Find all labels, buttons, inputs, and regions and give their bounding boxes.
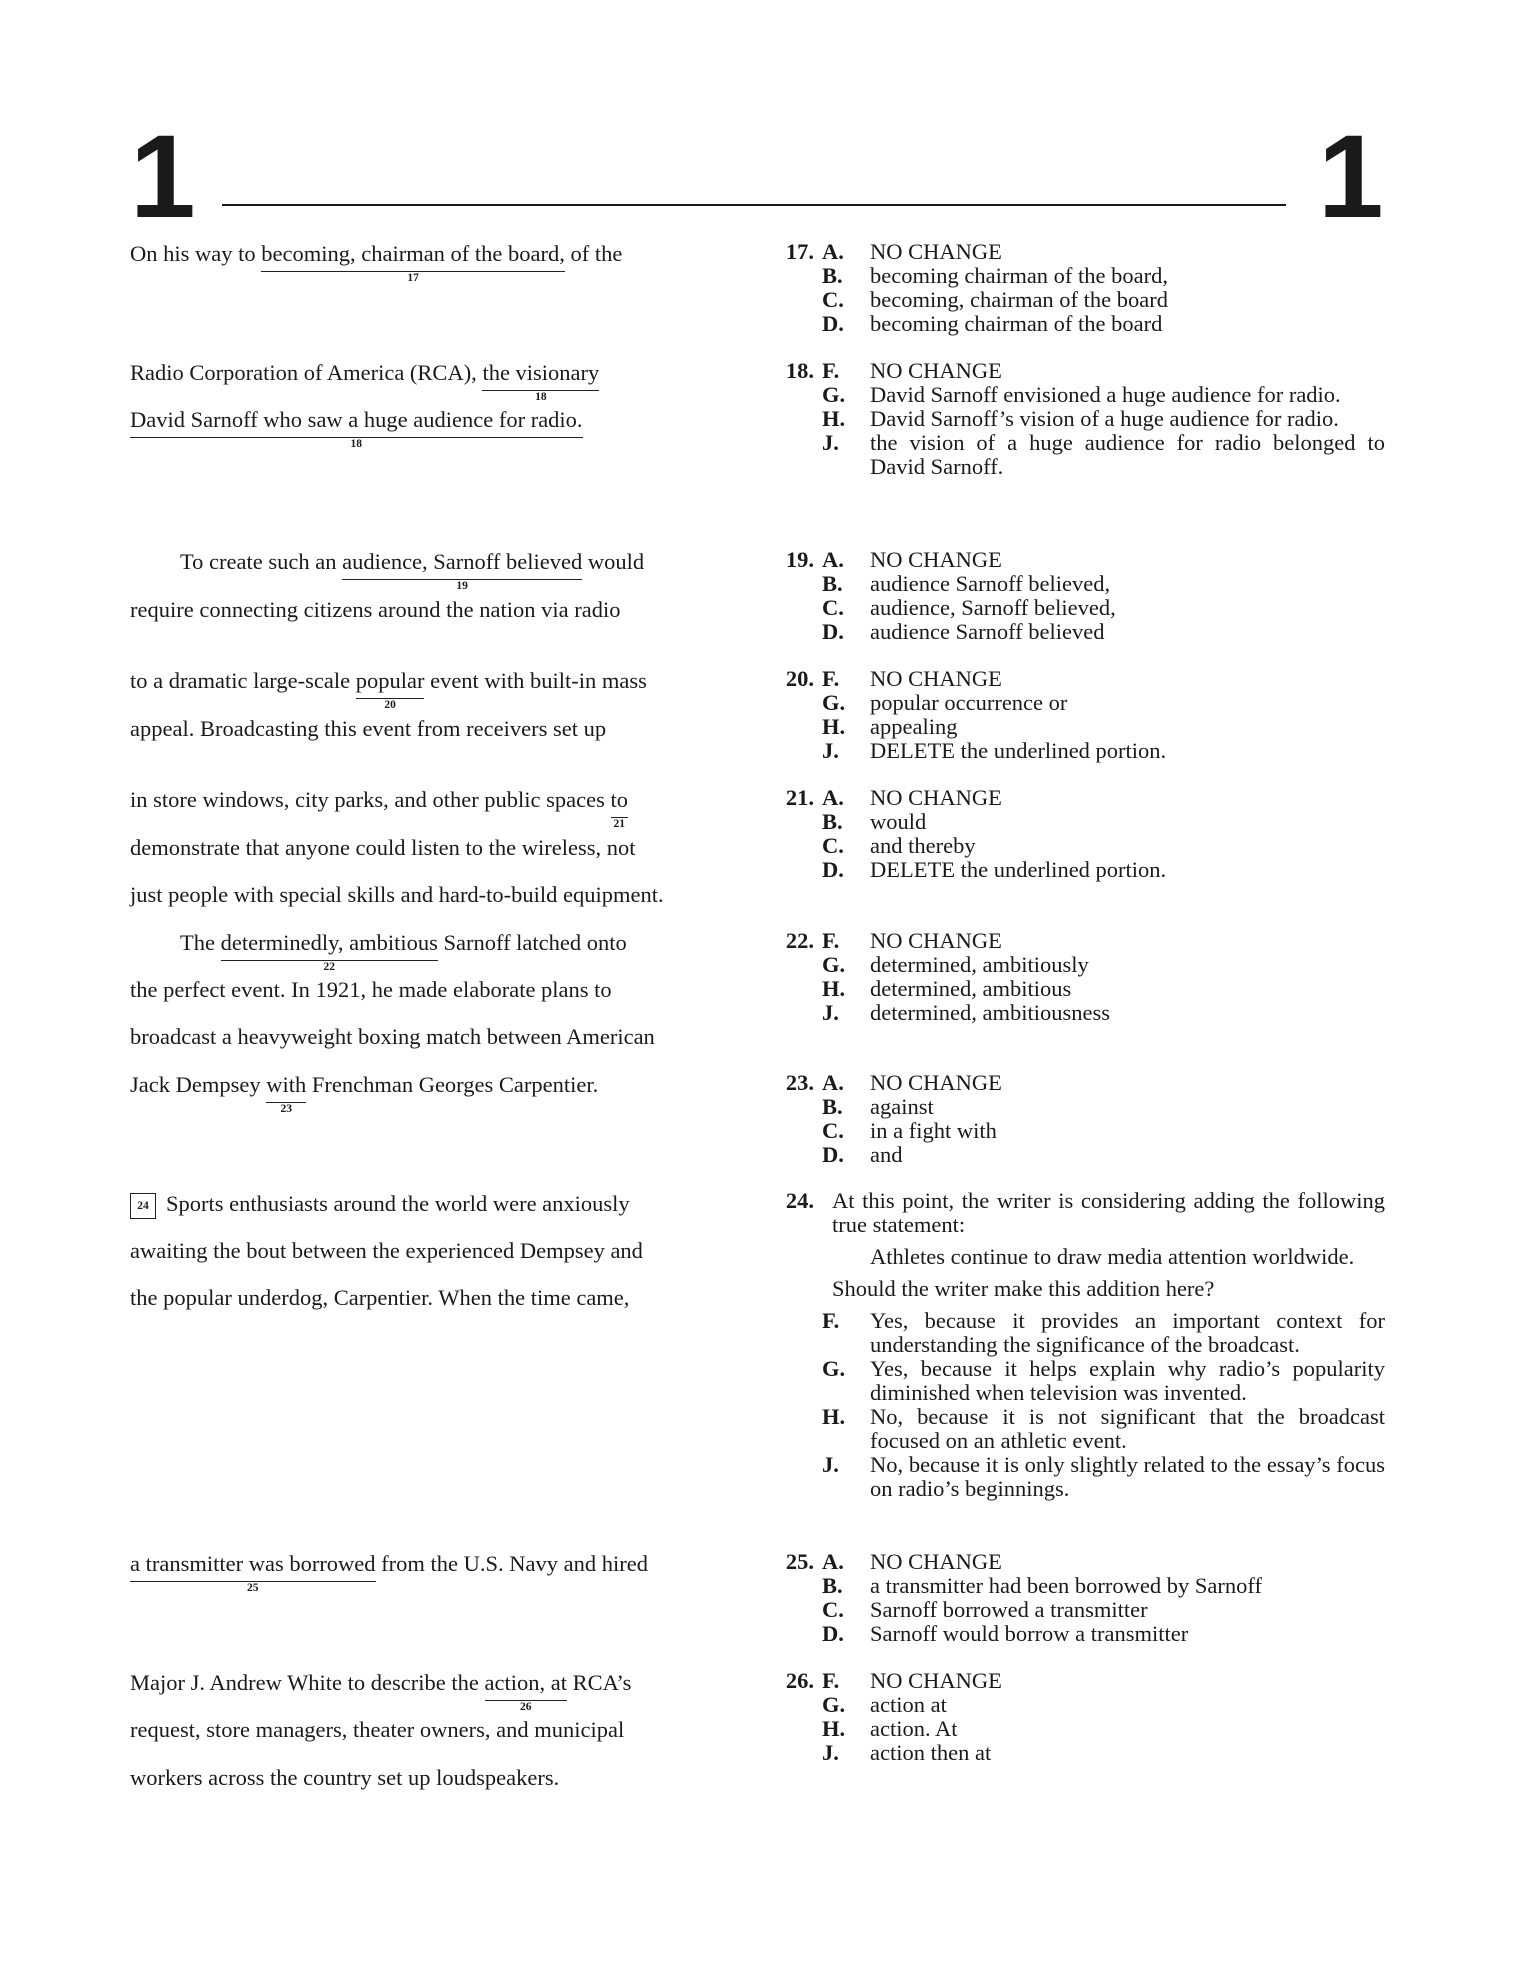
- question-19: [760, 548, 1385, 644]
- answer-option[interactable]: F. NO CHANGE: [822, 666, 1002, 691]
- question-26: [760, 1669, 1385, 1765]
- question-ref-18: 18: [350, 438, 363, 450]
- underlined-portion-21[interactable]: to 21: [610, 787, 629, 830]
- answer-option[interactable]: B. audience Sarnoff believed,: [822, 571, 1111, 596]
- answer-option[interactable]: C. and thereby: [822, 833, 976, 858]
- question-ref-22: 22: [323, 961, 335, 973]
- answer-option[interactable]: F. NO CHANGE: [822, 928, 1002, 953]
- answer-option[interactable]: J. DELETE the underlined portion.: [822, 738, 1167, 763]
- underlined-portion-19[interactable]: audience, Sarnoff believed 19: [342, 549, 583, 592]
- question-17: [760, 240, 1385, 336]
- passage-line: Major J. Andrew White to describe the action, at 26 RCA’s: [130, 1670, 632, 1713]
- underlined-portion-25[interactable]: a transmitter was borrowed 25: [130, 1551, 376, 1594]
- answer-option[interactable]: D. and: [822, 1142, 903, 1167]
- question-box-24[interactable]: 24: [130, 1193, 156, 1219]
- answer-option[interactable]: D. becoming chairman of the board: [822, 311, 1163, 336]
- question-24: [760, 1189, 1385, 1501]
- passage-line: To create such an audience, Sarnoff believed 19 would: [180, 549, 645, 592]
- section-number-right: 1: [1318, 111, 1384, 243]
- question-20: [760, 667, 1385, 763]
- answer-option[interactable]: H. appealing: [822, 714, 958, 739]
- question-21: [760, 786, 1385, 882]
- question-ref-19: 19: [456, 580, 468, 592]
- passage-line: a transmitter was borrowed 25 from the U.S. Navy and hired: [130, 1551, 648, 1594]
- answer-option[interactable]: B. against: [822, 1094, 934, 1119]
- answer-option[interactable]: F. NO CHANGE: [822, 358, 1002, 383]
- answer-option[interactable]: A. NO CHANGE: [822, 1549, 1002, 1574]
- question-ref-21: 21: [613, 818, 626, 830]
- underlined-portion-18a[interactable]: the visionary 18: [482, 360, 600, 403]
- answer-option[interactable]: H. No, because it is not significant that the broadcast focused on an athletic event.: [822, 1404, 1385, 1453]
- question-ref-17: 17: [407, 272, 419, 284]
- underlined-portion-26[interactable]: action, at 26: [484, 1670, 567, 1713]
- passage-line: the perfect event. In 1921, he made elaborate plans to: [130, 977, 612, 1002]
- passage-line: to a dramatic large-scale popular 20 event with built-in mass: [130, 668, 647, 711]
- underlined-portion-23[interactable]: with 23: [266, 1072, 307, 1115]
- answer-option[interactable]: C. audience, Sarnoff believed,: [822, 595, 1116, 620]
- passage-line: just people with special skills and hard-to-build equipment.: [130, 882, 664, 907]
- answer-option[interactable]: D. DELETE the underlined portion.: [822, 857, 1167, 882]
- answer-option[interactable]: G. David Sarnoff envisioned a huge audience for radio.: [822, 382, 1341, 407]
- question-number: 23.: [785, 1070, 814, 1095]
- question-stem: At this point, the writer is considering adding the following true statement:: [832, 1188, 1385, 1237]
- passage-line: require connecting citizens around the nation via radio: [130, 597, 621, 622]
- passage-line: Jack Dempsey with 23 Frenchman Georges Carpentier.: [130, 1072, 599, 1115]
- question-23: [760, 1071, 1385, 1167]
- answer-option[interactable]: A. NO CHANGE: [822, 547, 1002, 572]
- question-ref-20: 20: [384, 699, 396, 711]
- answer-option[interactable]: J. action then at: [822, 1740, 992, 1765]
- question-number: 21.: [785, 785, 814, 810]
- passage-line: [130, 406, 583, 450]
- answer-option[interactable]: H. David Sarnoff’s vision of a huge audience for radio.: [822, 406, 1339, 431]
- answer-option[interactable]: C. becoming, chairman of the board: [822, 287, 1169, 312]
- question-18: [760, 359, 1385, 479]
- passage-line: appeal. Broadcasting this event from receivers set up: [130, 716, 607, 741]
- answer-option[interactable]: B. would: [822, 809, 927, 834]
- answer-option[interactable]: H. action. At: [822, 1716, 958, 1741]
- answer-option[interactable]: D. Sarnoff would borrow a transmitter: [822, 1621, 1189, 1646]
- proposed-statement: Athletes continue to draw media attention worldwide.: [870, 1244, 1355, 1269]
- question-ref-26: 26: [519, 1701, 532, 1713]
- answer-option[interactable]: G. action at: [822, 1692, 947, 1717]
- question-25: [760, 1550, 1385, 1646]
- answer-option[interactable]: A. NO CHANGE: [822, 785, 1002, 810]
- answer-option[interactable]: J. determined, ambitiousness: [822, 1000, 1110, 1025]
- passage-line: workers across the country set up loudspeakers.: [130, 1765, 560, 1790]
- answer-option[interactable]: G. Yes, because it helps explain why radio’s popularity diminished when television was invented.: [822, 1356, 1385, 1405]
- answer-option[interactable]: C. in a fight with: [822, 1118, 997, 1143]
- passage-line: The determinedly, ambitious 22 Sarnoff latched onto: [180, 930, 627, 973]
- answer-option[interactable]: F. Yes, because it provides an important context for understanding the significance of the broadcast.: [822, 1308, 1385, 1357]
- underlined-portion-18b[interactable]: David Sarnoff who saw a huge audience for radio. 18: [130, 407, 583, 450]
- question-number: 19.: [785, 547, 814, 572]
- answer-option[interactable]: A. NO CHANGE: [822, 1070, 1002, 1095]
- question-number: 25.: [785, 1549, 814, 1574]
- question-ref-23: 23: [280, 1103, 292, 1115]
- answer-option[interactable]: D. audience Sarnoff believed: [822, 619, 1105, 644]
- question-number: 20.: [785, 666, 814, 691]
- passage-line: 24 Sports enthusiasts around the world were anxiously: [130, 1190, 630, 1219]
- underlined-portion-17[interactable]: becoming, chairman of the board, 17: [261, 241, 565, 284]
- answer-option[interactable]: G. popular occurrence or: [822, 690, 1068, 715]
- question-ref-25: 25: [247, 1582, 259, 1594]
- header-rule: [222, 204, 1286, 206]
- passage-line: request, store managers, theater owners, and municipal: [130, 1717, 625, 1742]
- question-number: 18.: [785, 358, 814, 383]
- answer-option[interactable]: C. Sarnoff borrowed a transmitter: [822, 1597, 1148, 1622]
- passage-line: broadcast a heavyweight boxing match between American: [130, 1024, 655, 1049]
- question-number: 17.: [785, 239, 814, 264]
- answer-option[interactable]: J. No, because it is only slightly related to the essay’s focus on radio’s beginnings.: [822, 1452, 1385, 1501]
- passage-line: demonstrate that anyone could listen to the wireless, not: [130, 835, 636, 860]
- section-number-left: 1: [130, 111, 196, 243]
- passage-line: in store windows, city parks, and other public spaces to 21: [130, 787, 629, 830]
- answer-option[interactable]: A. NO CHANGE: [822, 239, 1002, 264]
- passage-line: On his way to becoming, chairman of the board, 17 of the: [130, 241, 623, 284]
- question-number: 24.: [785, 1188, 814, 1213]
- answer-option[interactable]: H. determined, ambitious: [822, 976, 1072, 1001]
- underlined-portion-22[interactable]: determinedly, ambitious 22: [220, 930, 438, 973]
- question-number: 22.: [785, 928, 814, 953]
- question-prompt: Should the writer make this addition here?: [832, 1276, 1215, 1301]
- passage-line: awaiting the bout between the experienced Dempsey and: [130, 1238, 643, 1263]
- underlined-portion-20[interactable]: popular 20: [355, 668, 425, 711]
- question-ref-18: 18: [535, 391, 547, 403]
- question-number: 26.: [785, 1668, 814, 1693]
- answer-option[interactable]: G. determined, ambitiously: [822, 952, 1089, 977]
- answer-option[interactable]: B. becoming chairman of the board,: [822, 263, 1169, 288]
- question-22: [760, 929, 1385, 1025]
- answer-option[interactable]: B. a transmitter had been borrowed by Sarnoff: [822, 1573, 1262, 1598]
- answer-option[interactable]: F. NO CHANGE: [822, 1668, 1002, 1693]
- passage-line: the popular underdog, Carpentier. When the time came,: [130, 1285, 630, 1310]
- answer-option[interactable]: J. the vision of a huge audience for radio belonged to David Sarnoff.: [822, 430, 1385, 479]
- passage-line: Radio Corporation of America (RCA), the visionary 18: [130, 360, 600, 403]
